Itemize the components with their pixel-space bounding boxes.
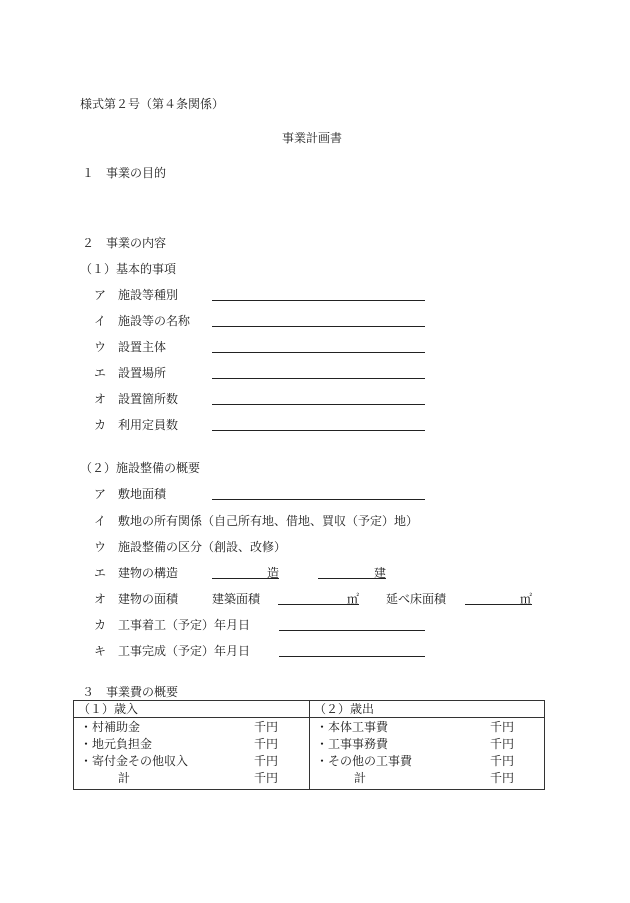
building-area-label: 建物の面積: [118, 592, 179, 606]
document-title: 事業計画書: [282, 131, 343, 145]
start-date-label: 工事着工（予定）年月日: [118, 618, 251, 632]
location-field[interactable]: [212, 378, 425, 379]
expense-row: [310, 753, 544, 770]
form-number: 様式第２号（第４条関係）: [80, 97, 225, 111]
revenue-total-label: 計: [118, 771, 131, 785]
expense-row: [310, 736, 544, 753]
basic-item-kana: ウ: [94, 340, 107, 354]
facility-name-label: 施設等の名称: [118, 314, 191, 328]
basic-item-kana: カ: [94, 418, 107, 432]
operator-label: 設置主体: [118, 340, 167, 354]
section2-number: ２: [82, 236, 95, 250]
revenue-item-unit: 千円: [253, 720, 278, 734]
revenue-item-name: ・村補助金: [80, 720, 141, 734]
sqm-unit: ㎡: [346, 592, 359, 606]
facility-type-field[interactable]: [212, 300, 425, 301]
revenue-total-row: [74, 770, 309, 787]
overview-kana: ウ: [94, 540, 107, 554]
expense-item-unit: 千円: [489, 737, 514, 751]
stories-unit: 建: [373, 566, 386, 580]
revenue-row: [74, 719, 309, 736]
construction-type-label: 施設整備の区分（創設、改修）: [118, 540, 287, 554]
location-label: 設置場所: [118, 366, 167, 380]
revenue-item-unit: 千円: [253, 754, 278, 768]
section1-number: １: [82, 166, 95, 180]
revenue-item-name: ・寄付金その他収入: [80, 754, 189, 768]
overview-kana: キ: [94, 644, 107, 658]
sqm-unit: ㎡: [519, 592, 532, 606]
site-count-field[interactable]: [212, 404, 425, 405]
expense-header: （２）歳出: [314, 702, 375, 716]
section3-number: ３: [82, 685, 95, 699]
expense-total-unit: 千円: [489, 771, 514, 785]
revenue-header: （１）歳入: [78, 702, 139, 716]
revenue-row: [74, 753, 309, 770]
operator-field[interactable]: [212, 352, 425, 353]
basic-item-kana: イ: [94, 314, 107, 328]
overview-kana: カ: [94, 618, 107, 632]
building-footprint-label: 建築面積: [212, 592, 261, 606]
budget-table: [73, 700, 545, 790]
revenue-item-name: ・地元負担金: [80, 737, 153, 751]
expense-row: [310, 719, 544, 736]
expense-total-row: [310, 770, 544, 787]
completion-date-field[interactable]: [279, 656, 425, 657]
overview-kana: ア: [94, 487, 107, 501]
capacity-field[interactable]: [212, 430, 425, 431]
overview-kana: イ: [94, 514, 107, 528]
basic-item-kana: ア: [94, 288, 107, 302]
expense-total-label: 計: [354, 771, 367, 785]
expense-item-unit: 千円: [489, 754, 514, 768]
completion-date-label: 工事完成（予定）年月日: [118, 644, 251, 658]
overview-kana: オ: [94, 592, 107, 606]
overview-kana: エ: [94, 566, 107, 580]
section1-heading: 事業の目的: [106, 166, 167, 180]
basic-item-kana: オ: [94, 392, 107, 406]
expense-item-name: ・本体工事費: [316, 720, 389, 734]
facility-name-field[interactable]: [212, 326, 425, 327]
revenue-row: [74, 736, 309, 753]
revenue-item-unit: 千円: [253, 737, 278, 751]
expense-item-unit: 千円: [489, 720, 514, 734]
expense-item-name: ・その他の工事費: [316, 754, 413, 768]
revenue-total-unit: 千円: [253, 771, 278, 785]
capacity-label: 利用定員数: [118, 418, 179, 432]
land-ownership-label: 敷地の所有関係（自己所有地、借地、買収（予定）地）: [118, 514, 419, 528]
subsection-basic-heading: （１）基本的事項: [80, 262, 177, 276]
start-date-field[interactable]: [279, 630, 425, 631]
site-count-label: 設置箇所数: [118, 392, 179, 406]
expense-item-name: ・工事事務費: [316, 737, 389, 751]
section3-heading: 事業費の概要: [106, 685, 179, 699]
subsection-overview-heading: （２）施設整備の概要: [80, 461, 201, 475]
total-floor-area-label: 延べ床面積: [386, 592, 447, 606]
structure-unit: 造: [266, 566, 279, 580]
building-structure-label: 建物の構造: [118, 566, 179, 580]
basic-item-kana: エ: [94, 366, 107, 380]
section2-heading: 事業の内容: [106, 236, 167, 250]
facility-type-label: 施設等種別: [118, 288, 179, 302]
site-area-label: 敷地面積: [118, 487, 167, 501]
site-area-field[interactable]: [212, 499, 425, 500]
